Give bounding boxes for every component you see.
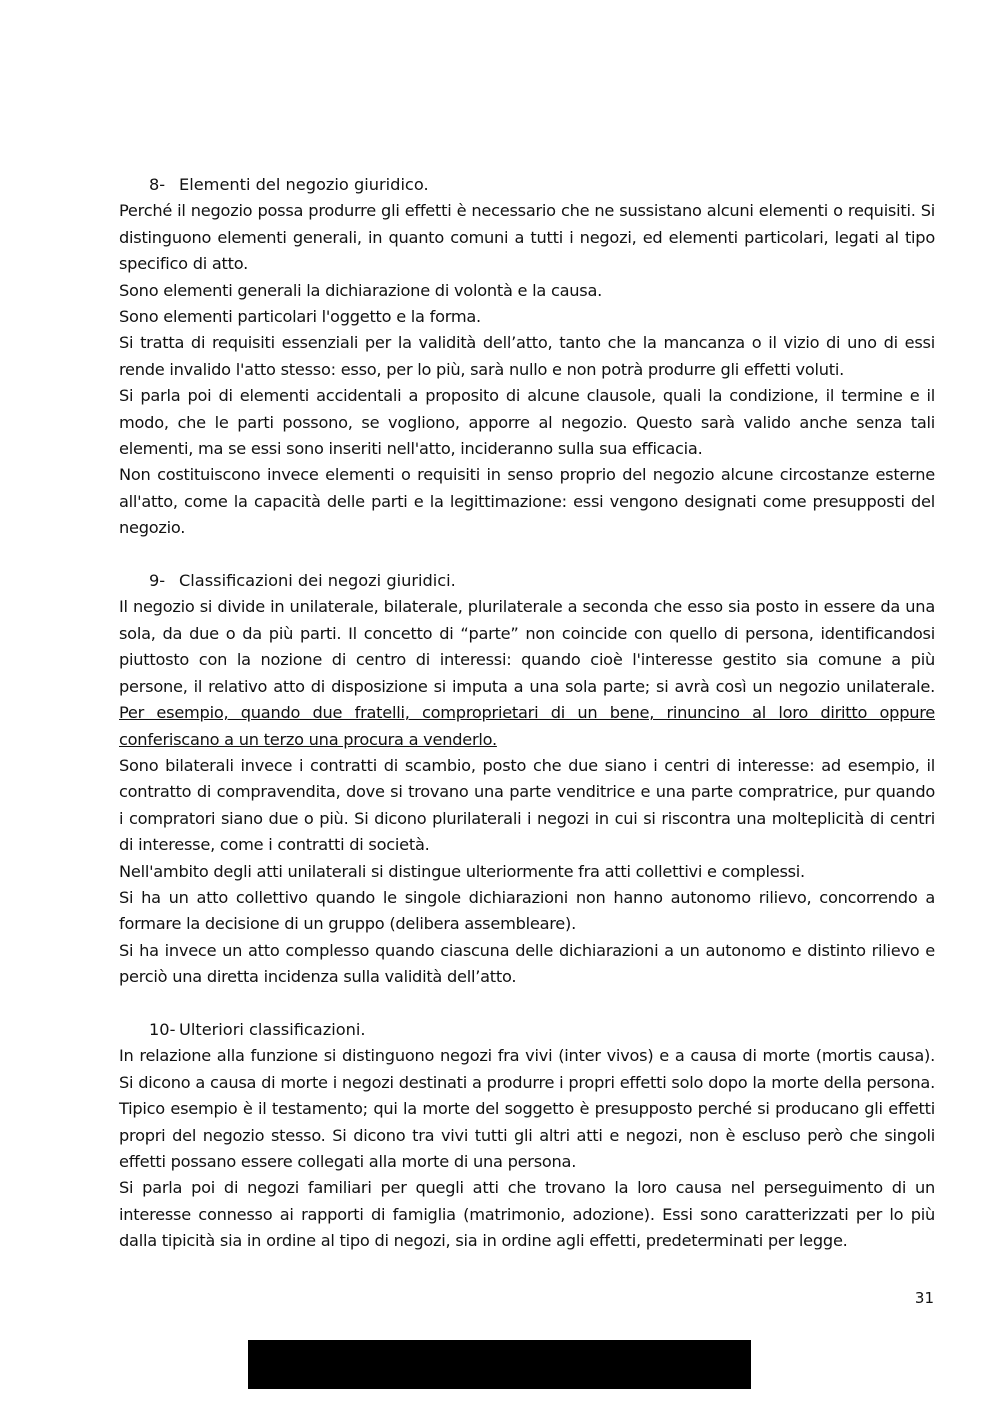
paragraph: [119, 594, 935, 752]
paragraph: Sono elementi generali la dichiarazione di volontà e la causa.: [119, 280, 603, 300]
paragraph: Si parla poi di negozi familiari per quegli atti che trovano la loro causa nel perseguimento di un interesse connesso ai rapporti di famiglia (matrimonio, adozione). Essi sono caratterizzati per lo più dalla tipicità sia in ordine al tipo di negozi, sia in ordine agli effetti, predeterminati per legge.: [119, 1178, 935, 1251]
section-spacer: [119, 542, 935, 568]
paragraph: Si parla poi di elementi accidentali a proposito di alcune clausole, quali la condizione, il termine e il modo, che le parti possono, se vogliono, apporre al negozio. Questo sarà valido anche senza tali elementi, ma se essi sono inseriti nell'atto, incideranno sulla sua efficacia.: [119, 386, 935, 459]
paragraph: Si ha invece un atto complesso quando ciascuna delle dichiarazioni a un autonomo e distinto rilievo e perciò una diretta incidenza sulla validità dell’atto.: [119, 940, 935, 987]
section-title: Classificazioni dei negozi giuridici.: [179, 571, 456, 591]
paragraph: Si ha un atto collettivo quando le singole dichiarazioni non hanno autonomo rilievo, concorrendo a formare la decisione di un gruppo (delibera assembleare).: [119, 887, 935, 934]
section-heading-8: [149, 172, 935, 198]
section-heading-9: [149, 568, 935, 594]
paragraph: Perché il negozio possa produrre gli effetti è necessario che ne sussistano alcuni elementi o requisiti. Si distinguono elementi generali, in quanto comuni a tutti i negozi, ed elementi particolari, legati al tipo specifico di atto.: [119, 201, 935, 274]
section-number: 8-: [149, 175, 166, 194]
section-number: 9-: [149, 571, 166, 591]
redaction-bar: [248, 1340, 751, 1389]
section-spacer: [119, 991, 935, 1017]
paragraph: Nell'ambito degli atti unilaterali si distingue ulteriormente fra atti collettivi e complessi.: [119, 861, 805, 881]
page-content: [119, 172, 935, 1255]
page-number: 31: [914, 1289, 934, 1307]
paragraph: Non costituiscono invece elementi o requisiti in senso proprio del negozio alcune circostanze esterne all'atto, come la capacità delle parti e la legittimazione: essi vengono designati come presupposti del negozio.: [119, 465, 935, 538]
paragraph: Sono bilaterali invece i contratti di scambio, posto che due siano i centri di interesse: ad esempio, il contratto di compravendita, dove si trovano una parte venditrice e una parte compratrice, pur quando i compratori siano due o più. Si dicono plurilaterali i negozi in cui si riscontra una molteplicità di centri di interesse, come i contratti di società.: [119, 755, 935, 855]
section-title: Elementi del negozio giuridico.: [179, 175, 429, 194]
underlined-example: Per esempio, quando due fratelli, comproprietari di un bene, rinuncino al loro diritto oppure conferiscano a un terzo una procura a venderlo.: [119, 703, 935, 749]
paragraph: Sono elementi particolari l'oggetto e la forma.: [119, 307, 481, 327]
paragraph: Si tratta di requisiti essenziali per la validità dell’atto, tanto che la mancanza o il vizio di uno di essi rende invalido l'atto stesso: esso, per lo più, sarà nullo e non potrà produrre gli effetti voluti.: [119, 333, 935, 379]
paragraph-text: Il negozio si divide in unilaterale, bilaterale, plurilaterale a seconda che esso sia posto in essere da una sola, da due o da più parti. Il concetto di “parte” non coincide con quello di persona, identificandosi piuttosto con la nozione di centro di interessi: quando cioè l'interesse gestito sia comune a più persone, il relativo atto di disposizione si imputa a una sola parte; si avrà così un negozio unilaterale.: [119, 597, 935, 696]
section-title: Ulteriori classificazioni.: [179, 1019, 366, 1039]
section-number: 10-: [149, 1019, 176, 1039]
section-heading-10: [149, 1017, 935, 1043]
paragraph: In relazione alla funzione si distinguono negozi fra vivi (inter vivos) e a causa di morte (mortis causa). Si dicono a causa di morte i negozi destinati a produrre i propri effetti solo dopo la morte della persona. Tipico esempio è il testamento; qui la morte del soggetto è presupposto perché si producano gli effetti propri del negozio stesso. Si dicono tra vivi tutti gli altri atti e negozi, non è escluso però che singoli effetti possano essere collegati alla morte di una persona.: [119, 1046, 935, 1171]
